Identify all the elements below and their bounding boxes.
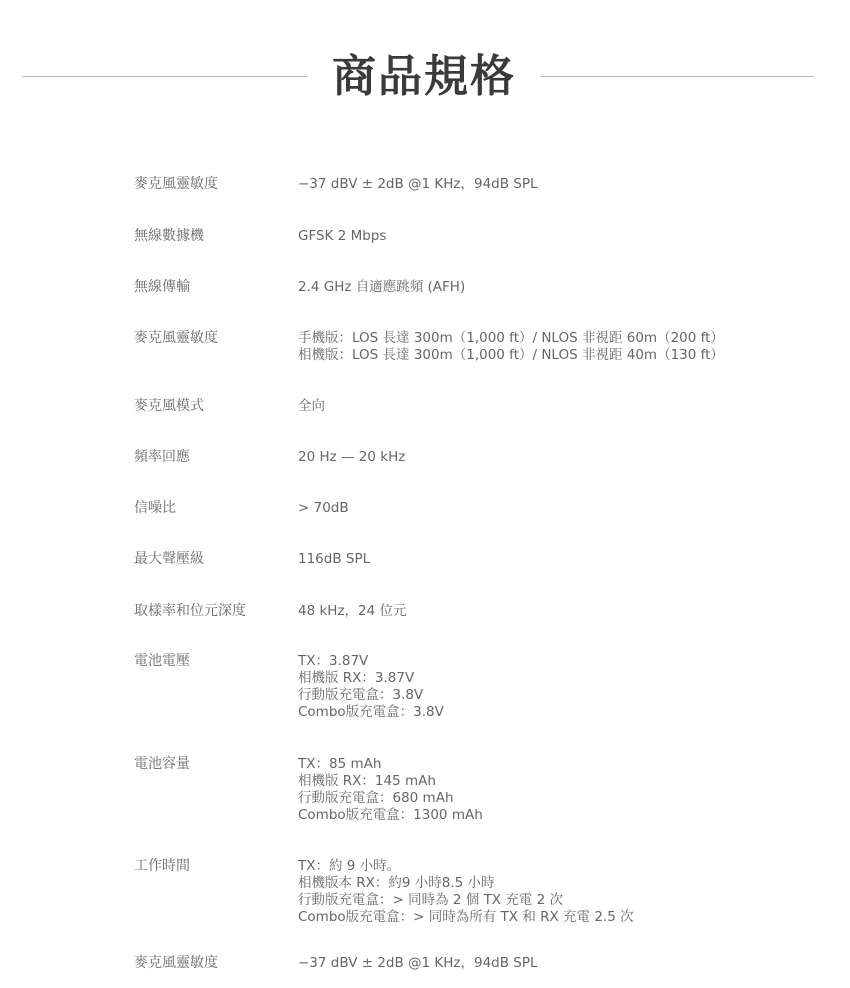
spec-value <box>298 449 405 466</box>
spec-value-line: 行動版充電盒：680 mAh <box>298 790 454 806</box>
spec-value <box>298 858 634 926</box>
spec-value <box>298 756 483 824</box>
header-left-divider <box>22 76 308 77</box>
spec-label: 電池電壓 <box>134 653 190 669</box>
spec-value-line: 20 Hz — 20 kHz <box>298 449 406 465</box>
spec-value-line: 48 kHz，24 位元 <box>298 603 407 619</box>
spec-value-line: GFSK 2 Mbps <box>298 228 387 244</box>
spec-value <box>298 500 349 517</box>
spec-label: 無線傳輸 <box>134 279 190 295</box>
spec-label: 頻率回應 <box>134 449 190 465</box>
spec-value-line: 行動版充電盒：> 同時為 2 個 TX 充電 2 次 <box>298 892 564 908</box>
spec-label: 取樣率和位元深度 <box>134 603 246 619</box>
spec-value-line: 相機版本 RX：約9 小時8.5 小時 <box>298 875 495 891</box>
spec-value-line: 相機版 RX：3.87V <box>298 670 415 686</box>
spec-value <box>298 176 538 193</box>
spec-label: 麥克風靈敏度 <box>134 176 218 192</box>
spec-value-line: 相機版：LOS 長達 300m（1,000 ft）/ NLOS 非視距 40m（130 ft） <box>298 347 724 363</box>
spec-value-line: 手機版：LOS 長達 300m（1,000 ft）/ NLOS 非視距 60m（200 ft） <box>298 330 724 346</box>
spec-value-line: 116dB SPL <box>298 551 371 567</box>
spec-value-line: Combo版充電盒：> 同時為所有 TX 和 RX 充電 2.5 次 <box>298 909 634 925</box>
spec-label: 無線數據機 <box>134 228 204 244</box>
spec-label: 麥克風模式 <box>134 398 204 414</box>
spec-value <box>298 330 724 364</box>
header-right-divider <box>540 76 814 77</box>
spec-value-line: Combo版充電盒：3.8V <box>298 704 444 720</box>
spec-value-line: 2.4 GHz 自適應跳頻 (AFH) <box>298 279 466 295</box>
spec-label: 最大聲壓級 <box>134 551 204 567</box>
spec-value <box>298 653 444 721</box>
spec-value-line: 行動版充電盒：3.8V <box>298 687 424 703</box>
spec-value-line: Combo版充電盒：1300 mAh <box>298 807 483 823</box>
spec-value-line: TX：約 9 小時。 <box>298 858 401 874</box>
spec-value <box>298 228 386 245</box>
spec-value-line: −37 dBV ± 2dB @1 KHz，94dB SPL <box>298 176 538 192</box>
spec-label: 電池容量 <box>134 756 190 772</box>
spec-label: 麥克風靈敏度 <box>134 955 218 971</box>
spec-value <box>298 955 538 972</box>
spec-value-line: 相機版 RX：145 mAh <box>298 773 436 789</box>
spec-value <box>298 279 465 296</box>
spec-value-line: 全向 <box>298 398 325 414</box>
spec-header <box>0 45 850 109</box>
spec-value-line: TX：85 mAh <box>298 756 382 772</box>
spec-label: 信噪比 <box>134 500 176 516</box>
spec-value <box>298 603 407 620</box>
spec-value-line: TX：3.87V <box>298 653 369 669</box>
spec-value <box>298 398 325 415</box>
spec-value-line: −37 dBV ± 2dB @1 KHz，94dB SPL <box>298 955 538 971</box>
spec-label: 工作時間 <box>134 858 190 874</box>
spec-label: 麥克風靈敏度 <box>134 330 218 346</box>
page-title: 商品規格 <box>332 51 516 102</box>
spec-value <box>298 551 370 568</box>
spec-value-line: > 70dB <box>298 500 349 516</box>
